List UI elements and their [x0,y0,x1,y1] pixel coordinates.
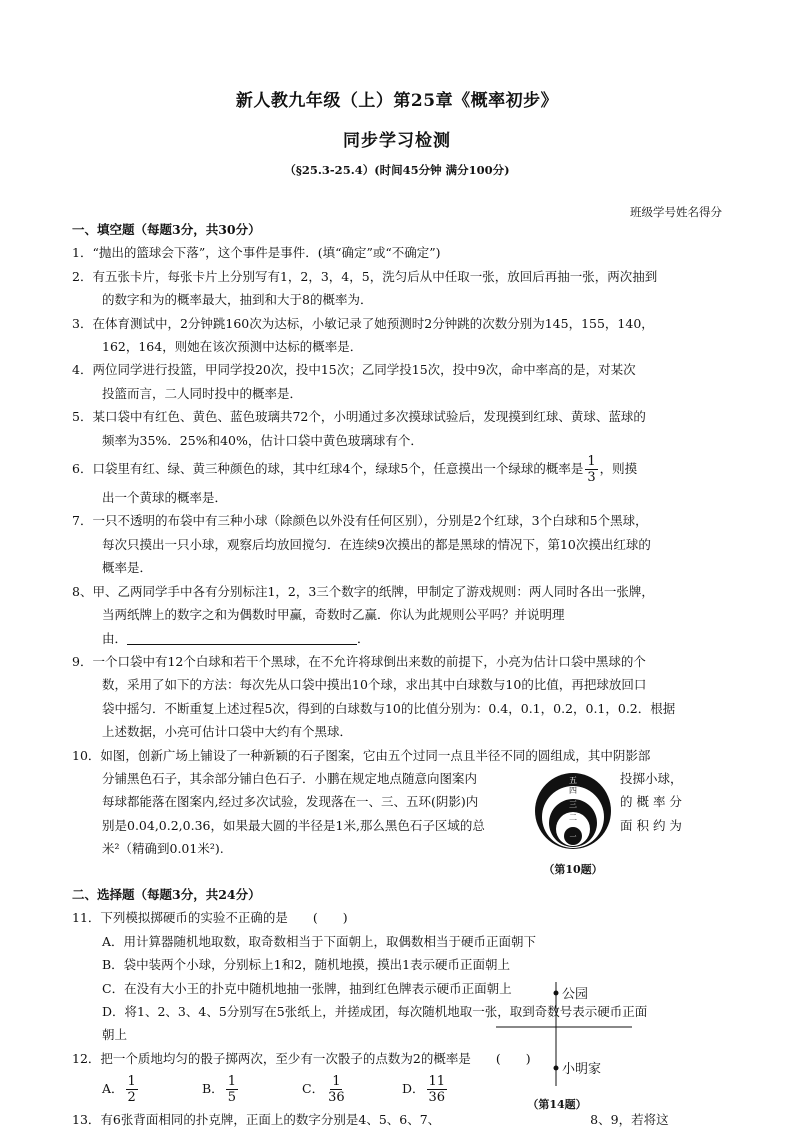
question-9-line-1: 9．一个口袋中有12个白球和若干个黑球，在不允许将球倒出来数的前提下，小亮为估计口袋中黑球的个 [72,653,646,669]
question-11-option-c: C．在没有大小王的扑克中随机地抽一张牌，抽到红色牌表示硬币正面朝上 [102,980,512,996]
park-point-icon [554,991,559,996]
home-label: 小明家 [562,1062,602,1077]
park-label: 公园 [562,987,589,1002]
question-2-line-2: 的数字和为的概率最大，抽到和大于8的概率为． [102,292,373,308]
question-10-right-line-1: 投掷小球， [620,770,683,786]
section-fill-blank-heading: 一、填空题（每题3分，共30分） [72,222,261,237]
question-11-stem: 11．下列模拟掷硬币的实验不正确的是 ( ) [72,910,348,926]
fraction-denominator: 36 [428,1089,446,1105]
home-point-icon [554,1066,559,1071]
question-11-option-d: D．将1、2、3、4、5分别写在5张纸上，并搓成团，每次随机地取一张，取到奇数号表示硬币正面 [102,1003,648,1019]
question-3-line-1: 3．在体育测试中，2分钟跳160次为达标，小敏记录了她预测时2分钟跳的次数分别为145，155，140， [72,315,654,331]
question-10-left-line-4: 米²（精确到0.01米²). [102,841,224,857]
figure-10-rings [532,771,614,877]
question-10-left-line-3: 别是0.04,0.2,0.36，如果最大圆的半径是1米,那么黑色石子区域的总 [102,817,485,833]
question-3-line-2: 162，164，则她在该次预测中达标的概率是． [102,339,363,355]
map-diagram [492,974,662,1092]
option-fraction [126,1074,138,1105]
fraction-denominator: 3 [587,469,596,485]
option-label: A． [102,1081,124,1097]
question-6-text: 6．口袋里有红、绿、黄三种颜色的球，其中红球4个，绿球5个，任意摸出一个绿球的概率是 [72,461,584,477]
fraction-numerator: 11 [428,1073,446,1089]
question-5-line-2: 频率为35%．25%和40%，估计口袋中黄色玻璃球有个． [102,432,423,448]
question-8-line-2: 当两纸牌上的数字之和为偶数时甲赢，奇数时乙赢．你认为此规则公平吗？并说明理 [102,607,565,623]
fraction-numerator: 1 [587,453,596,469]
option-label: B． [202,1081,224,1097]
question-6-line-1 [72,452,722,486]
ring-label-three: 三 [569,799,577,809]
question-12-option-c [302,1074,402,1105]
option-label: C． [302,1081,325,1097]
question-8-line-3 [72,627,722,650]
question-10-left-text [102,767,510,861]
question-5 [72,405,722,452]
question-9-line-4: 上述数据，小亮可估计口袋中大约有个黑球． [102,724,353,740]
question-7-line-2: 每次只摸出一只小球，观察后均放回搅匀．在连续9次摸出的都是黑球的情况下，第10次摸出红球的 [102,536,651,552]
question-13-text: 13．有6张背面相同的扑克牌，正面上的数字分别是4、5、6、7、 [72,1112,441,1128]
fraction-numerator: 1 [127,1073,136,1089]
fraction-denominator: 5 [227,1089,236,1105]
question-7 [72,509,722,579]
question-3 [72,312,722,359]
page-title: 新人教九年级（上）第25章《概率初步》 [235,91,559,111]
page-subtitle: 同步学习检测 [343,131,451,151]
option-label: D． [402,1081,425,1097]
ring-label-five: 五 [569,775,577,785]
question-10 [72,744,722,883]
section-multiple-choice-heading: 二、选择题（每题3分，共24分） [72,886,261,902]
question-2-line-1: 2．有五张卡片，每张卡片上分别写有1，2，3，4，5，洗匀后从中任取一张，放回后再抽一张，两次抽到 [72,268,658,284]
question-1: 1．“抛出的篮球会下落”，这个事件是事件．(填“确定”或“不确定”) [72,245,441,261]
question-4 [72,358,722,405]
option-fraction [226,1074,238,1105]
question-8-line-1: 8、甲、乙两同学手中各有分别标注1，2，3三个数字的纸牌，甲制定了游戏规则：两人同时各出一张牌， [72,583,654,599]
question-5-line-1: 5．某口袋中有红色、黄色、蓝色玻璃共72个，小明通过多次摸球试验后，发现摸到红球、黄球、蓝球的 [72,409,646,425]
question-12-option-b [202,1074,302,1105]
fraction-denominator: 36 [328,1089,345,1105]
ring-label-two: 二 [569,812,577,822]
option-fraction [326,1074,347,1105]
question-9 [72,650,722,744]
question-12-option-a [102,1074,202,1105]
question-10-line-1: 10．如图，创新广场上铺设了一种新颖的石子图案，它由五个过同一点且半径不同的圆组成，其中阴影部 [72,747,651,763]
question-12-stem: 12．把一个质地均匀的骰子掷两次，至少有一次骰子的点数为2的概率是 ( ) [72,1050,531,1066]
question-8-reason-label: 由． [102,630,128,646]
figure-14-caption: （第14题） [527,1098,587,1111]
question-9-line-2: 数，采用了如下的方法：每次先从口袋中摸出10个球，求出其中白球数与10的比值，再把球放回口 [102,677,647,693]
question-11-option-d-cont: 朝上 [102,1027,128,1043]
question-6 [72,452,722,509]
rings-diagram [532,771,614,851]
question-2 [72,265,722,312]
question-10-right-line-3: 面 积 约 为 [620,817,682,833]
question-10-body [72,767,722,883]
student-info-line: 班级学号姓名得分 [630,205,722,219]
question-6-text-tail: ，则摸 [599,461,638,477]
figure-10-caption: （第10题） [543,863,603,877]
question-8-period: ． [357,630,370,646]
question-9-line-3: 袋中摇匀．不断重复上述过程5次，得到的白球数与10的比值分别为：0.4，0.1，0.2，0.1，0.2．根据 [102,700,676,716]
question-11-option-a: A．用计算器随机地取数，取奇数相当于下面朝上，取偶数相当于硬币正面朝下 [102,933,537,949]
answer-blank[interactable] [127,630,357,645]
question-7-line-1: 7．一只不透明的布袋中有三种小球（除颜色以外没有任何区别），分别是2个红球，3个白球和5个黑球， [72,513,648,529]
question-4-line-2: 投篮而言，二人同时投中的概率是． [102,385,303,401]
fraction-numerator: 1 [332,1073,341,1089]
question-4-line-1: 4．两位同学进行投篮，甲同学投20次，投中15次；乙同学投15次，投中9次，命中率高的是，对某次 [72,362,636,378]
question-13-text-tail: 8、9，若将这 [590,1112,669,1128]
fraction-numerator: 1 [227,1073,236,1089]
figure-14-map [492,974,662,1114]
ring-label-four: 四 [569,785,577,795]
question-11-option-b: B．袋中装两个小球，分别标上1和2，随机地摸，摸出1表示硬币正面朝上 [102,957,511,973]
option-fraction [427,1074,448,1105]
question-10-right-text [620,767,724,837]
question-6-line-2: 出一个黄球的概率是． [102,490,228,506]
exam-meta: （§25.3-25.4）(时间45分钟 满分100分) [284,163,510,177]
question-12-option-d [402,1074,502,1105]
fraction-one-third [585,454,597,485]
question-10-right-line-2: 的 概 率 分 [620,794,682,810]
fraction-denominator: 2 [127,1089,136,1105]
ring-label-one: 一 [569,832,577,841]
question-7-line-3: 概率是． [102,560,153,576]
question-10-left-line-1: 分铺黑色石子，其余部分铺白色石子．小鹏在规定地点随意向图案内 [102,770,478,786]
question-10-left-line-2: 每球都能落在图案内,经过多次试验，发现落在一、三、五环(阴影)内 [102,794,479,810]
question-8 [72,580,722,650]
